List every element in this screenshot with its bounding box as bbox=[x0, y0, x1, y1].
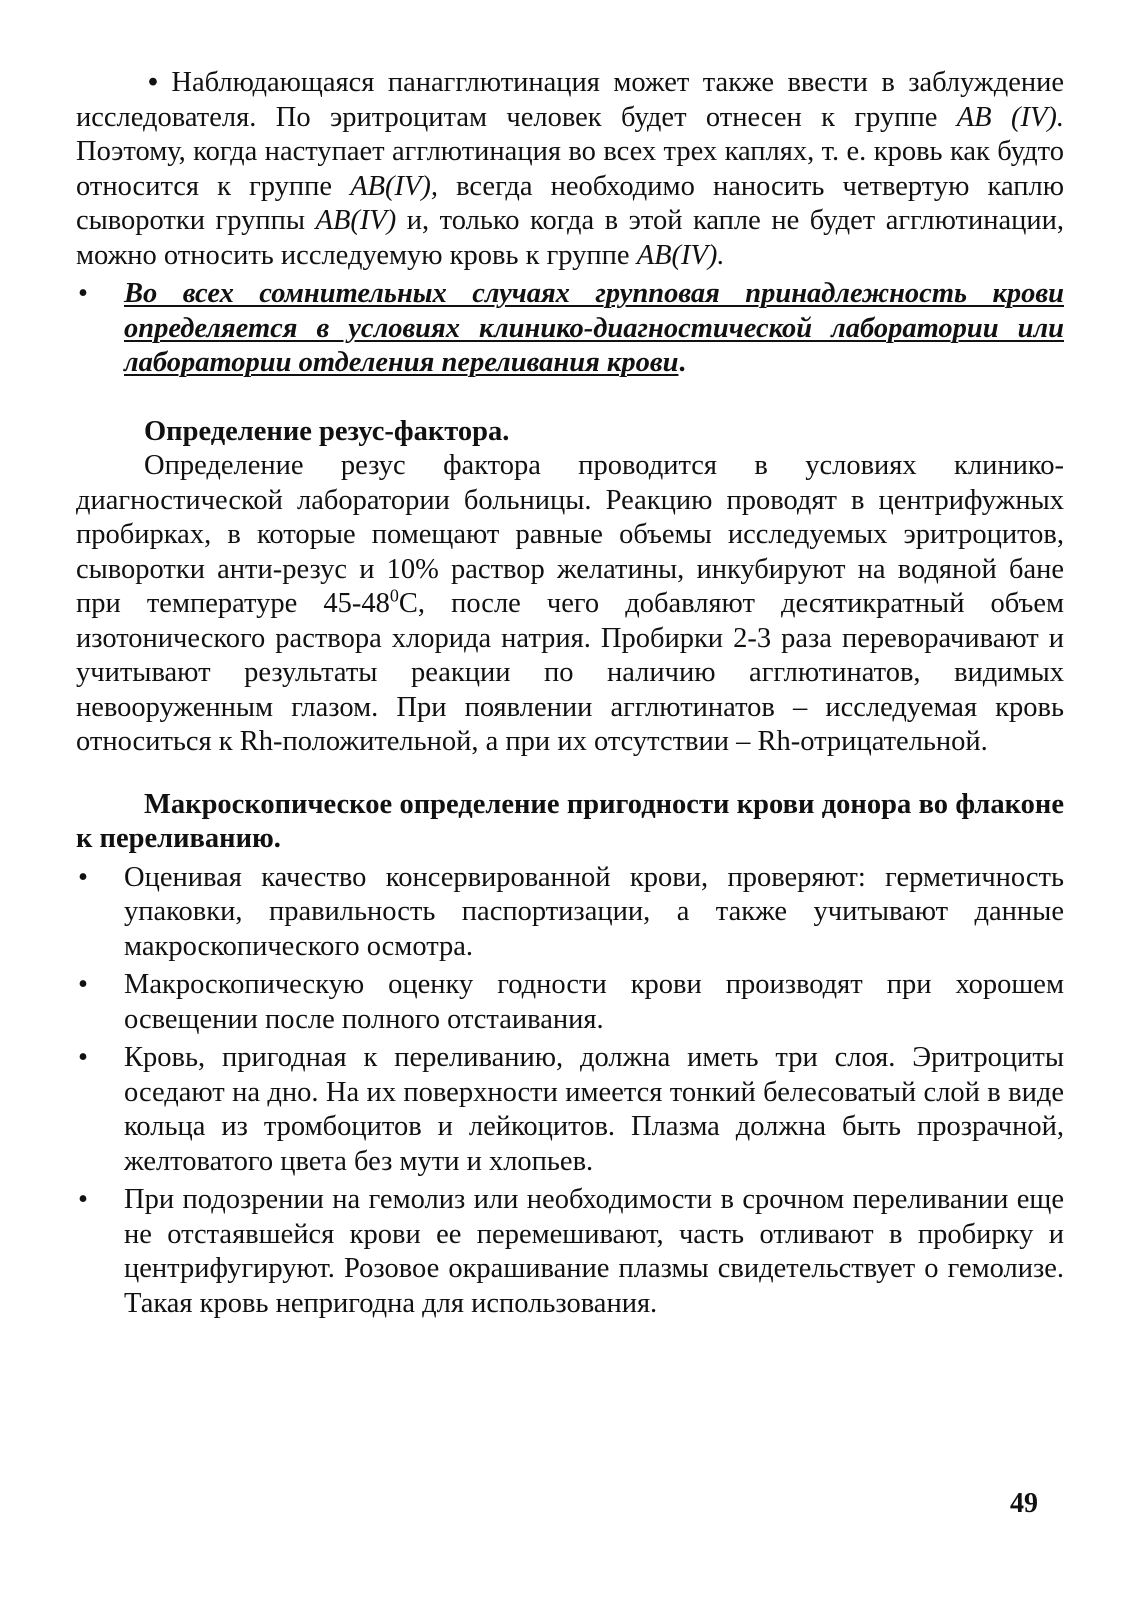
text-run: всегда необходимо наносить четвертую каплю сыворотки группы bbox=[76, 170, 1064, 236]
list-item-text: Макроскопическую оценку годности крови производят при хорошем освещении после полного отстаивания. bbox=[124, 969, 1064, 1035]
spacer bbox=[76, 760, 1064, 788]
paragraph-rh-factor bbox=[76, 449, 1064, 760]
blood-group-label: AB(IV) bbox=[315, 205, 397, 236]
paragraph-panagglutination bbox=[76, 66, 1064, 273]
list-item-text: Оценивая качество консервированной крови, проверяют: герметичность упаковки, правильность паспортизации, а также учитывают данные макроскопического осмотра. bbox=[124, 861, 1064, 962]
list-item-text: При подозрении на гемолиз или необходимости в срочном переливании еще не отстаявшейся крови ее перемешивают, часть отливают в пробирку и центрифугируют. Розовое окрашивание плазмы свидетельствует о гемолизе. Такая кровь непригодна для использования. bbox=[124, 1184, 1064, 1319]
text-run: Поэтому, когда наступает агглютинация во всех трех каплях, т. е. кровь как будто относится к группе bbox=[76, 136, 1064, 202]
page-number: 49 bbox=[1010, 1488, 1038, 1519]
blood-group-label: AB (IV). bbox=[956, 101, 1064, 133]
list-item bbox=[76, 1041, 1064, 1179]
section-heading-macroscopic: Макроскопическое определение пригодности крови донора во флаконе к переливанию. bbox=[76, 788, 1064, 854]
macroscopic-checklist bbox=[76, 861, 1064, 1322]
emphasized-note: Во всех сомнительных случаях групповая принадлежность крови определяется в условиях клинико-диагностической лаборатории или лаборатории отделения переливания крови bbox=[124, 278, 1064, 378]
bullet-marker: • bbox=[78, 278, 88, 309]
text-run: . bbox=[678, 347, 686, 378]
blood-group-label: AB(IV). bbox=[636, 239, 725, 271]
text-run: Наблюдающаяся панагглютинация может также ввести в заблуждение исследователя. По эритроцитам человек будет отнесен к группе bbox=[76, 67, 1064, 133]
bullet-marker: • bbox=[148, 67, 158, 98]
text-run: Определение резус фактора проводится в условиях клинико-диагностической лаборатории больницы. Реакцию проводят в центрифужных пробирках, в которые помещают равные объемы исследуемых эритроцитов, сыворотки анти-резус и 10% раствор желатины, инкубируют на водяной бане при температуре 45-48 bbox=[76, 450, 1064, 619]
bullet-marker: • bbox=[78, 1184, 88, 1215]
bullet-marker: • bbox=[78, 969, 88, 1000]
list-item bbox=[76, 861, 1064, 965]
list-item bbox=[76, 968, 1064, 1037]
page-content bbox=[76, 66, 1064, 1325]
text-run: С, после чего добавляют десятикратный объем изотонического раствора хлорида натрия. Пробирки 2-3 раза переворачивают и учитывают результаты реакции по наличию агглютинатов, видимых невооруженным глазом. При появлении агглютинатов – исследуемая кровь относиться к Rh-положительной, а при их отсутствии – Rh-отрицательной. bbox=[76, 588, 1064, 757]
degree-superscript: 0 bbox=[389, 585, 399, 606]
blood-group-label: AB(IV), bbox=[350, 170, 439, 202]
spacer bbox=[76, 381, 1064, 415]
list-item-text: Кровь, пригодная к переливанию, должна иметь три слоя. Эритроциты оседают на дно. На их поверхности имеется тонкий белесоватый слой в виде кольца из тромбоцитов и лейкоцитов. Плазма должна быть прозрачной, желтоватого цвета без мути и хлопьев. bbox=[124, 1042, 1064, 1177]
text-run: и, только когда в этой капле не будет агглютинации, можно относить исследуемую кровь к группе bbox=[76, 205, 1064, 271]
section-heading-rh-factor: Определение резус-фактора. bbox=[144, 415, 510, 447]
paragraph-doubtful-cases bbox=[76, 277, 1064, 381]
list-item bbox=[76, 1183, 1064, 1321]
bullet-marker: • bbox=[78, 861, 88, 893]
bullet-marker: • bbox=[78, 1042, 88, 1073]
